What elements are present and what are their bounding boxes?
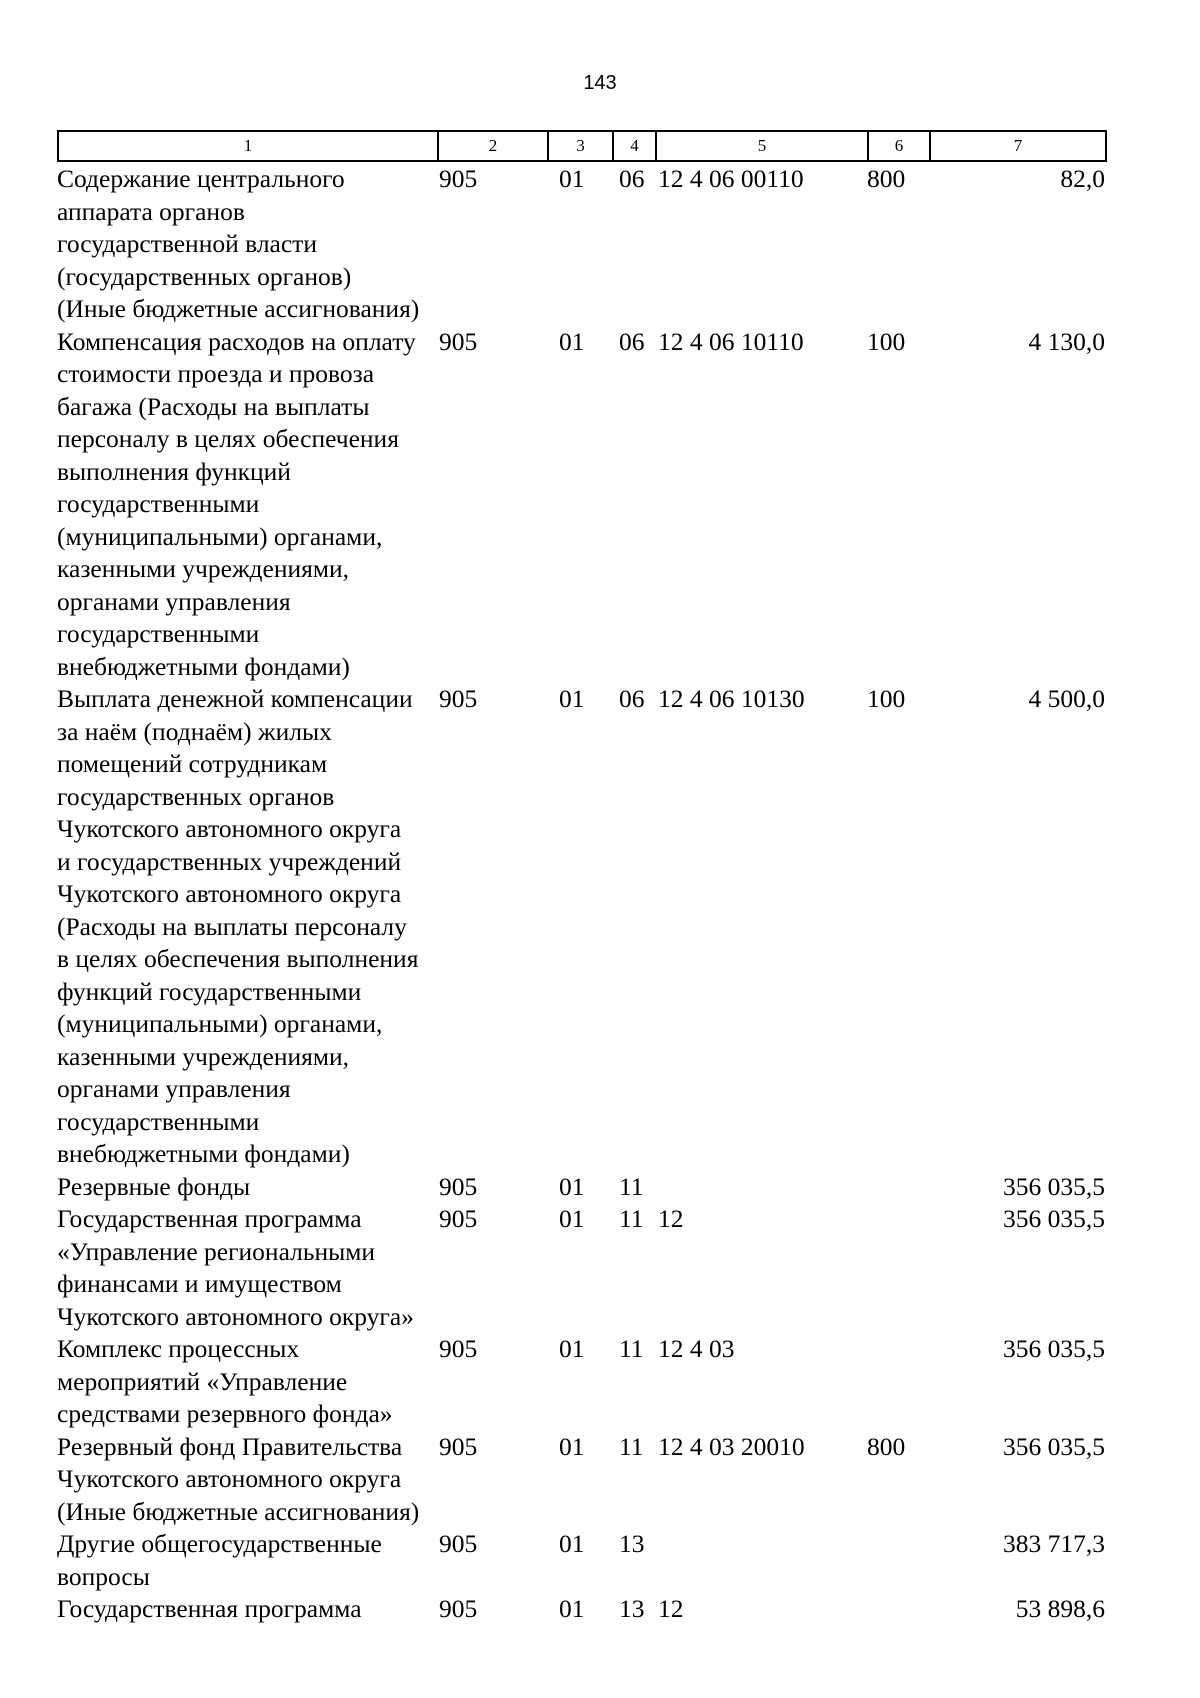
code-expense-type: 800	[867, 1431, 906, 1461]
code-target-article: 12 4 06 10130	[658, 684, 805, 713]
code-expense-type	[867, 1171, 929, 1204]
row-amount: 383 717,3	[1003, 1529, 1105, 1558]
header-cell-1: 1	[59, 132, 439, 160]
row-label: Комплекс процессных мероприятий «Управление средствами резервного фонда»	[57, 1334, 393, 1428]
code-ministry: 905	[439, 1204, 478, 1233]
row-label: Содержание центрального аппарата органов государственной власти (государственных органов) (Иные бюджетные ассигнования)	[57, 164, 420, 323]
code-expense-type	[867, 1528, 929, 1593]
code-ministry: 905	[439, 1171, 478, 1201]
code-target-article: 12 4 03	[658, 1334, 735, 1363]
table-row	[57, 326, 1149, 684]
row-label: Государственная программа «Управление региональными финансами и имуществом Чукотского автономного округа»	[57, 1204, 414, 1331]
code-target-article: 12 4 06 10110	[658, 326, 804, 356]
table-header	[57, 130, 1107, 162]
code-subsection: 11	[619, 1171, 644, 1201]
code-subsection: 11	[619, 1334, 644, 1363]
code-expense-type: 100	[867, 326, 906, 356]
table-row	[57, 683, 1149, 1171]
row-amount: 356 035,5	[1003, 1171, 1105, 1201]
code-ministry: 905	[439, 1334, 478, 1363]
row-label: Государственная программа	[57, 1594, 362, 1623]
code-subsection: 11	[619, 1431, 644, 1461]
table-row	[57, 1203, 1149, 1333]
table-body	[57, 163, 1149, 1626]
header-cell-7: 7	[931, 132, 1107, 160]
code-target-article: 12	[658, 1594, 684, 1623]
row-amount: 356 035,5	[1003, 1204, 1105, 1233]
code-target-article: 12 4 06 00110	[658, 164, 804, 193]
page-number: 143	[583, 72, 617, 94]
row-amount: 356 035,5	[1003, 1431, 1105, 1461]
row-label: Резервный фонд Правительства Чукотского автономного округа (Иные бюджетные ассигнования)	[57, 1431, 420, 1526]
row-amount: 4 130,0	[1028, 326, 1105, 356]
code-ministry: 905	[439, 326, 478, 356]
code-expense-type	[867, 1333, 929, 1431]
code-subsection: 13	[619, 1529, 645, 1558]
row-label: Компенсация расходов на оплату стоимости проезда и провоза багажа (Расходы на выплаты персоналу в целях обеспечения выполнения функций государственными (муниципальными) органами, казенными учреждениями, органами управления государственными внебюджетными фондами)	[57, 326, 416, 681]
header-cell-5: 5	[657, 132, 869, 160]
code-expense-type	[867, 1593, 929, 1626]
header-cell-4: 4	[614, 132, 657, 160]
code-subsection: 06	[619, 326, 645, 356]
header-cell-2: 2	[439, 132, 549, 160]
row-amount: 53 898,6	[1015, 1594, 1105, 1623]
code-target-article: 12 4 03 20010	[658, 1431, 805, 1461]
header-cell-3: 3	[549, 132, 614, 160]
code-target-article	[655, 1528, 867, 1593]
code-target-article: 12	[658, 1204, 684, 1233]
table-row	[57, 1431, 1149, 1529]
row-label: Резервные фонды	[57, 1171, 251, 1201]
row-label: Выплата денежной компенсации за наём (поднаём) жилых помещений сотрудникам государственных органов Чукотского автономного округа и государственных учреждений Чукотского автономного округа (Расходы на выплаты персоналу в целях обеспечения выполнения функций государственными (муниципальными) органами, казенными учреждениями, органами управления государственными внебюджетными фондами)	[57, 684, 419, 1168]
code-section: 01	[559, 1431, 585, 1461]
code-section: 01	[559, 1529, 585, 1558]
code-ministry: 905	[439, 164, 478, 193]
code-expense-type: 800	[867, 164, 906, 193]
table-row	[57, 1593, 1149, 1626]
code-section: 01	[559, 1594, 585, 1623]
code-section: 01	[559, 1334, 585, 1363]
table-row	[57, 1333, 1149, 1431]
code-section: 01	[559, 326, 585, 356]
code-expense-type: 100	[867, 684, 906, 713]
row-amount: 4 500,0	[1028, 684, 1105, 713]
code-section: 01	[559, 1171, 585, 1201]
code-ministry: 905	[439, 684, 478, 713]
code-subsection: 13	[619, 1594, 645, 1623]
row-amount: 82,0	[1060, 164, 1105, 193]
code-ministry: 905	[439, 1431, 478, 1461]
code-section: 01	[559, 684, 585, 713]
code-target-article	[655, 1171, 867, 1204]
row-label: Другие общегосударственные вопросы	[57, 1529, 382, 1591]
header-cell-6: 6	[869, 132, 931, 160]
table-row	[57, 163, 1149, 326]
code-subsection: 06	[619, 164, 645, 193]
code-ministry: 905	[439, 1529, 478, 1558]
code-section: 01	[559, 1204, 585, 1233]
code-subsection: 11	[619, 1204, 644, 1233]
code-subsection: 06	[619, 684, 645, 713]
code-expense-type	[867, 1203, 929, 1333]
code-ministry: 905	[439, 1594, 478, 1623]
code-section: 01	[559, 164, 585, 193]
table-row	[57, 1171, 1149, 1204]
table-row	[57, 1528, 1149, 1593]
row-amount: 356 035,5	[1003, 1334, 1105, 1363]
